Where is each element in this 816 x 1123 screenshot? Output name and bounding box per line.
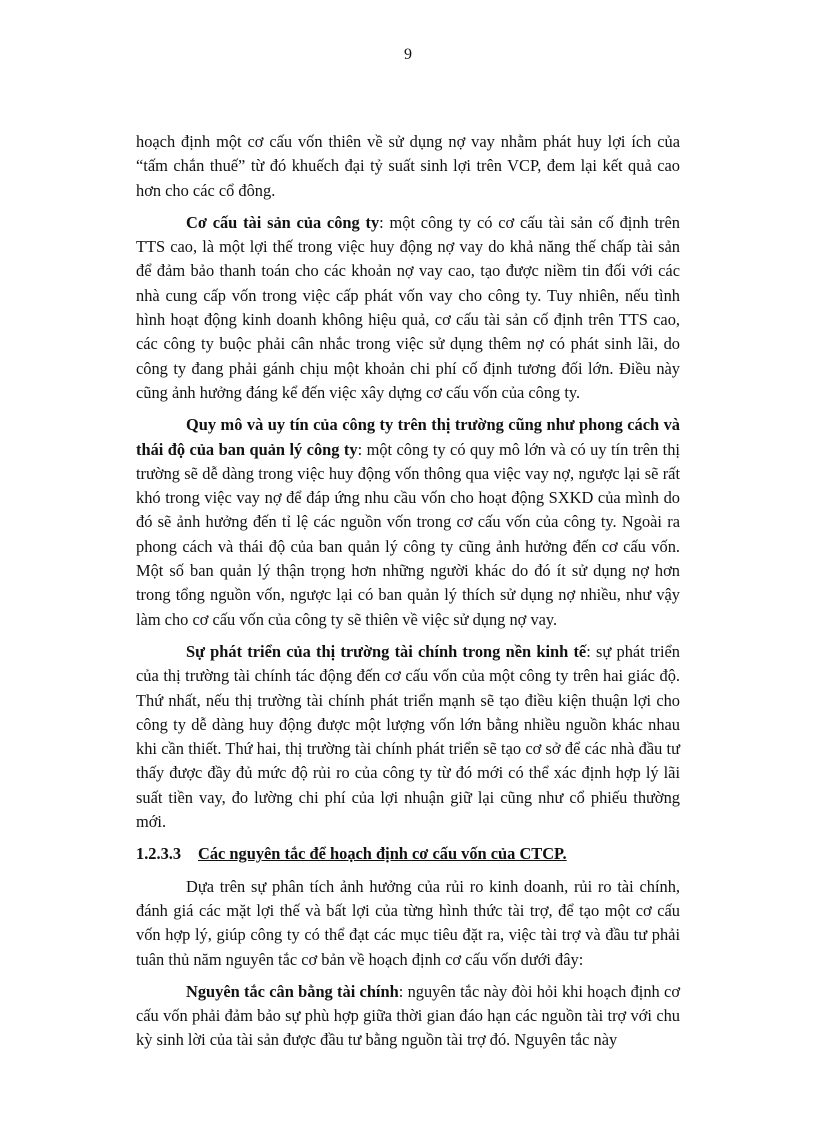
section-number: 1.2.3.3 <box>136 844 182 864</box>
paragraph-lead: Cơ cấu tài sản của công ty <box>186 212 380 232</box>
paragraph-lead: Sự phát triển của thị trường tài chính trong nền kinh tế <box>186 641 587 661</box>
paragraph-continued: hoạch định một cơ cấu vốn thiên về sử dụng nợ vay nhằm phát huy lợi ích của “tấm chắn thuế” từ đó khuếch đại tỷ suất sinh lợi trên VCP, đem lại kết quả cao hơn cho các cổ đông. <box>136 132 680 200</box>
paragraph-text: : sự phát triển của thị trường tài chính tác động đến cơ cấu vốn của một công ty trên hai giác độ. Thứ nhất, nếu thị trường tài chính phát triển mạnh sẽ tạo điều kiện thuận lợi cho công ty dễ dàng huy động được một lượng vốn lớn bằng nhiều nguồn khác nhau khi cần thiết. Thứ hai, thị trường tài chính phát triển sẽ tạo cơ sở để các nhà đầu tư thấy được đầy đủ mức độ rủi ro của công ty từ đó mới có thể xác định hợp lý lãi suất tiền vay, đo lường chi phí của lợi nhuận giữ lại cũng như cổ phiếu thường mới. <box>136 641 680 832</box>
paragraph-scale-reputation <box>136 413 680 632</box>
paragraph-principles-intro: Dựa trên sự phân tích ảnh hưởng của rủi ro kinh doanh, rủi ro tài chính, đánh giá các mặt lợi thế và bất lợi của từng hình thức tài trợ, để tạo một cơ cấu vốn hợp lý, giúp công ty có thể đạt các mục tiêu đặt ra, việc tài trợ và đầu tư phải tuân thủ năm nguyên tắc cơ bản về hoạch định cơ cấu vốn dưới đây: <box>136 876 680 969</box>
paragraph-financial-market <box>136 640 680 834</box>
section-heading <box>136 842 680 866</box>
paragraph-lead: Quy mô và uy tín của công ty trên thị trường cũng như phong cách và thái độ của ban quản lý công ty <box>136 415 680 459</box>
section-title: Các nguyên tắc để hoạch định cơ cấu vốn của CTCP. <box>198 844 567 864</box>
paragraph-financial-balance <box>136 980 680 1053</box>
paragraph-asset-structure <box>136 211 680 405</box>
paragraph-text: : nguyên tắc này đòi hỏi khi hoạch định cơ cấu vốn phải đảm bảo sự phù hợp giữa thời gian đáo hạn các nguồn tài trợ với chu kỳ sinh lời của tài sản được đầu tư bằng nguồn tài trợ đó. Nguyên tắc này <box>136 981 680 1050</box>
paragraph-lead: Nguyên tắc cân bằng tài chính <box>186 981 399 1001</box>
page-number: 9 <box>404 46 412 63</box>
paragraph-text: : một công ty có quy mô lớn và có uy tín trên thị trường sẽ dễ dàng trong việc huy động vốn thông qua việc vay nợ, ngược lại sẽ rất khó trong việc vay nợ để đáp ứng nhu cầu vốn cho hoạt động SXKD của mình do đó sẽ ảnh hưởng đến tỉ lệ các nguồn vốn trong cơ cấu vốn của công ty. Ngoài ra phong cách và thái độ của ban quản lý công ty cũng ảnh hưởng đến cơ cấu vốn. Một số ban quản lý thận trọng hơn những người khác do đó ít sử dụng nợ hơn trong tổng nguồn vốn, ngược lại có ban quản lý thích sử dụng nợ nhiều, như vậy làm cho cơ cấu vốn của công ty sẽ thiên về việc sử dụng nợ vay. <box>136 439 680 629</box>
paragraph-text: : một công ty có cơ cấu tài sản cố định trên TTS cao, là một lợi thế trong việc huy động nợ vay do khả năng thế chấp tài sản để đảm bảo thanh toán cho các khoản nợ vay cao, tạo được niềm tin đối với các nhà cung cấp vốn trong việc cấp phát vốn vay cho công ty. Tuy nhiên, nếu tình hình hoạt động kinh doanh không hiệu quả, cơ cấu tài sản cố định trên TTS cao, các công ty buộc phải cân nhắc trong việc sử dụng thêm nợ có phát sinh lãi, do công ty đang phải gánh chịu một khoản chi phí cố định tương đối lớn. Điều này cũng ảnh hưởng đáng kể đến việc xây dựng cơ cấu vốn của công ty. <box>136 212 680 402</box>
document-body <box>136 130 680 1061</box>
